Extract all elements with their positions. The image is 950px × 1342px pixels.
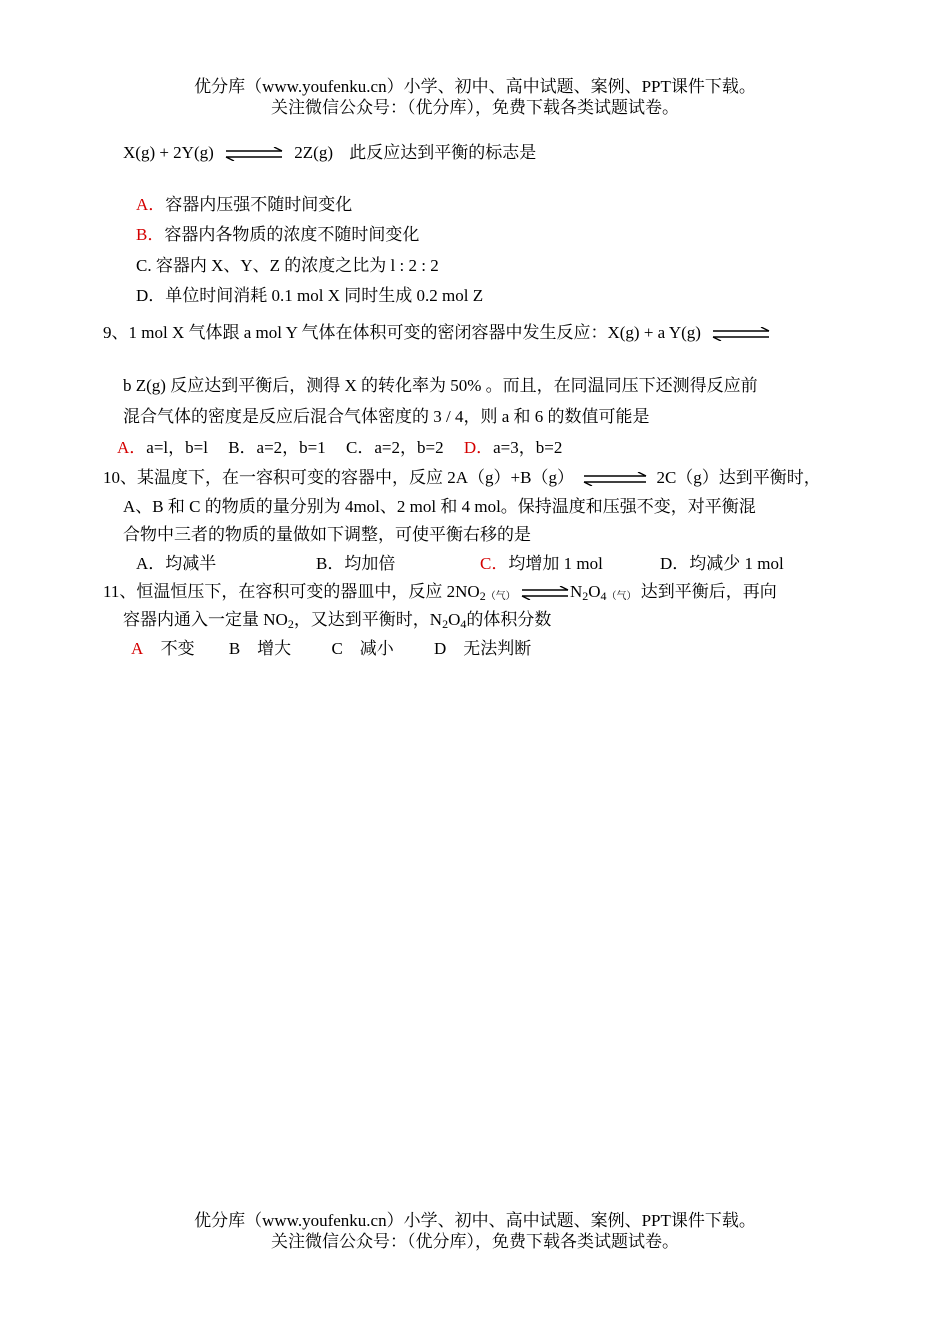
q9-option-c: C．a=2，b=2 [346, 438, 444, 457]
q11-n2o4-o: O [588, 582, 601, 601]
q11-sub-4b: 4 [460, 617, 467, 631]
q11-stem-2b: ，又达到平衡时，N [293, 610, 443, 629]
footer-line-1: 优分库（www.youfenku.cn）小学、初中、高中试题、案例、PPT课件下载。 [194, 1211, 756, 1230]
q10-option-b: B．均加倍 [316, 554, 396, 573]
q8-rhs: 2Z(g) [294, 143, 334, 162]
q11-stem-2c: 的体积分数 [466, 610, 552, 629]
q10-option-c-letter: C． [480, 554, 509, 573]
q9-option-d-text: a=3，b=2 [493, 438, 563, 457]
q11-option-b: B 增大 [228, 639, 292, 658]
q9-stem-1: 9、1 mol X 气体跟 a mol Y 气体在体积可变的密闭容器中发生反应：X(g) + a Y(g) [103, 323, 701, 342]
equilibrium-arrow-icon [224, 147, 284, 161]
q10-line-1 [103, 467, 821, 489]
q10-option-c [480, 553, 603, 575]
q8-option-d: D．单位时间消耗 0.1 mol X 同时生成 0.2 mol Z [136, 286, 484, 305]
q11-option-a-text: 不变 [160, 639, 195, 658]
q11-sub-2c: 2 [287, 617, 294, 631]
q8-option-a [136, 194, 352, 216]
q10-line-2: A、B 和 C 的物质的量分别为 4mol、2 mol 和 4 mol。保持温度和压强不变，对平衡混 [123, 497, 756, 516]
q11-stem-1a: 11、恒温恒压下，在容积可变的器皿中，反应 2NO [103, 582, 480, 601]
q9-option-a-text: a=l，b=l [146, 438, 208, 457]
q9-option-b: B．a=2，b=1 [228, 438, 326, 457]
q11-options [131, 638, 531, 660]
q10-stem-1a: 10、某温度下，在一容积可变的容器中，反应 2A（g）+B（g） [103, 468, 574, 487]
q8-stem: 此反应达到平衡的标志是 [349, 143, 537, 162]
header-line-2: 关注微信公众号：（优分库），免费下载各类试题试卷。 [271, 98, 679, 117]
equilibrium-arrow-icon [582, 472, 648, 486]
q11-option-a-letter: A [131, 639, 143, 658]
q11-sub-4: 4 [600, 589, 607, 603]
q10-option-c-text: 均增加 1 mol [508, 554, 603, 573]
q9-line-3: 混合气体的密度是反应后混合气体密度的 3 / 4，则 a 和 6 的数值可能是 [123, 407, 650, 426]
q8-option-b [136, 224, 419, 246]
q11-o: O [448, 610, 461, 629]
header-line-1: 优分库（www.youfenku.cn）小学、初中、高中试题、案例、PPT课件下载。 [194, 77, 756, 96]
equilibrium-arrow-icon [711, 327, 771, 341]
q9-option-d-letter: D． [463, 438, 494, 457]
q11-line-2 [123, 609, 551, 635]
q11-gas-1: （气） [485, 591, 516, 602]
q8-option-a-letter: A． [136, 195, 166, 214]
q11-gas-2: （气） [606, 591, 637, 602]
q11-sub-2b: 2 [582, 589, 589, 603]
q9-line-1 [103, 322, 771, 344]
q11-n2o4-n: N [569, 582, 583, 601]
q10-option-a: A．均减半 [136, 554, 217, 573]
q10-stem-1b: 2C（g）达到平衡时， [656, 468, 821, 487]
footer-line-2: 关注微信公众号：（优分库），免费下载各类试题试卷。 [271, 1232, 679, 1251]
q11-option-d: D 无法判断 [434, 639, 532, 658]
q9-options [117, 437, 562, 459]
q8-option-b-letter: B． [136, 225, 165, 244]
q9-option-a-letter: A． [117, 438, 147, 457]
q11-sub-2d: 2 [442, 617, 449, 631]
q11-stem-1c: 达到平衡后，再向 [640, 582, 777, 601]
q8-option-b-text: 容器内各物质的浓度不随时间变化 [164, 225, 420, 244]
q10-line-3: 合物中三者的物质的量做如下调整，可使平衡右移的是 [123, 525, 531, 544]
q11-option-c: C 减小 [331, 639, 394, 658]
q11-stem-2a: 容器内通入一定量 NO [123, 610, 288, 629]
q11-line-1 [103, 581, 777, 608]
q10-option-d: D．均减少 1 mol [660, 554, 784, 573]
equilibrium-arrow-icon [520, 586, 570, 600]
q11-sub-2: 2 [479, 589, 486, 603]
q8-lhs: X(g) + 2Y(g) [123, 143, 214, 162]
q8-equation [123, 142, 536, 164]
q9-line-2: b Z(g) 反应达到平衡后，测得 X 的转化率为 50% 。而且，在同温同压下还测得反应前 [123, 376, 758, 395]
q8-option-c: C. 容器内 X、Y、Z 的浓度之比为 l : 2 : 2 [136, 256, 439, 275]
q8-option-a-text: 容器内压强不随时间变化 [165, 195, 353, 214]
